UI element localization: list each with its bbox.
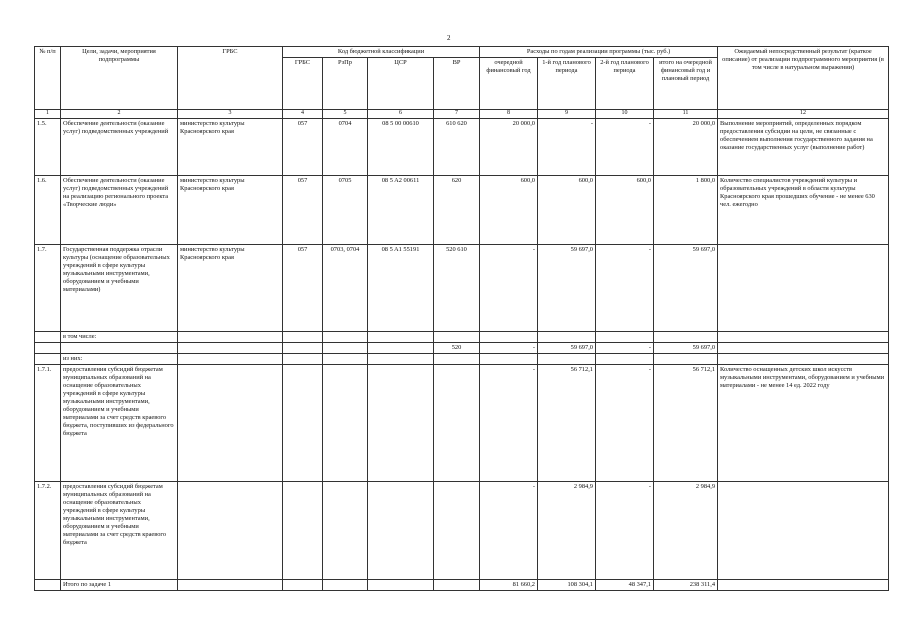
row-year3: -	[596, 118, 654, 175]
row-year1: 600,0	[480, 175, 538, 244]
row-grbs-code: 057	[283, 118, 323, 175]
row-year3: -	[596, 481, 654, 579]
empty-cell	[283, 364, 323, 481]
row-year2: 600,0	[538, 175, 596, 244]
header-grbs-code: ГРБС	[283, 58, 323, 110]
row-name: предоставления субсидий бюджетам муниципальных образований на оснащение образовательных учреждений в сфере культуры музыкальными инструментами, оборудованием и учебными материалами за счет средств краевого бюджета	[61, 481, 178, 579]
row-year3: 48 347,1	[596, 579, 654, 590]
col-num: 6	[368, 110, 434, 119]
table-row	[35, 342, 889, 353]
empty-cell	[434, 481, 480, 579]
row-year1: 81 660,2	[480, 579, 538, 590]
empty-cell	[434, 331, 480, 342]
row-name: Государственная поддержка отрасли культуры (оснащение образовательных учреждений в сфере культуры музыкальными инструментами, оборудованием и учебными материалами)	[61, 244, 178, 331]
row-total: 59 697,0	[654, 342, 718, 353]
header-csr: ЦСР	[368, 58, 434, 110]
col-num: 5	[323, 110, 368, 119]
row-total: 238 311,4	[654, 579, 718, 590]
header-goals: Цели, задачи, мероприятия подпрограммы	[61, 47, 178, 110]
header-year3: 2-й год планового периода	[596, 58, 654, 110]
empty-cell	[35, 579, 61, 590]
header-budget-code: Код бюджетной классификации	[283, 47, 480, 58]
row-name: Обеспечение деятельности (оказание услуг) подведомственных учреждений на реализацию регионального проекта «Творческие люди»	[61, 175, 178, 244]
row-vr: 520	[434, 342, 480, 353]
empty-cell	[654, 331, 718, 342]
row-year1: 20 000,0	[480, 118, 538, 175]
col-num: 9	[538, 110, 596, 119]
row-year2: 108 304,1	[538, 579, 596, 590]
row-name: в том числе:	[61, 331, 178, 342]
row-result: Количество оснащенных детских школ искусств музыкальными инструментами, оборудованием и учебными материалами - не менее 14 ед. 2022 году	[718, 364, 889, 481]
header-result: Ожидаемый непосредственный результат (краткое описание) от реализации подпрограммного мероприятия (в том числе в натуральном выражении)	[718, 47, 889, 110]
row-name: Итого по задаче 1	[61, 579, 178, 590]
row-name: Обеспечение деятельности (оказание услуг) подведомственных учреждений	[61, 118, 178, 175]
empty-cell	[434, 364, 480, 481]
header-grbs: ГРБС	[178, 47, 283, 110]
row-grbs: министерство культуры Красноярского края	[178, 244, 283, 331]
col-num: 7	[434, 110, 480, 119]
empty-cell	[178, 353, 283, 364]
header-no: № п/п	[35, 47, 61, 110]
header-expenses: Расходы по годам реализации программы (тыс. руб.)	[480, 47, 718, 58]
row-year2: 56 712,1	[538, 364, 596, 481]
empty-cell	[178, 481, 283, 579]
row-year3: -	[596, 364, 654, 481]
row-csr: 08 5 00 00610	[368, 118, 434, 175]
empty-cell	[323, 331, 368, 342]
col-num: 10	[596, 110, 654, 119]
row-year2: 59 697,0	[538, 342, 596, 353]
row-grbs: министерство культуры Красноярского края	[178, 175, 283, 244]
row-name: из них:	[61, 353, 178, 364]
page-number: 2	[447, 34, 451, 42]
table-row	[35, 364, 889, 481]
empty-cell	[178, 331, 283, 342]
empty-cell	[538, 331, 596, 342]
row-result	[718, 244, 889, 331]
row-csr: 08 5 A2 00611	[368, 175, 434, 244]
program-expenses-table	[34, 46, 889, 591]
row-year2: 59 697,0	[538, 244, 596, 331]
empty-cell	[718, 353, 889, 364]
col-num: 11	[654, 110, 718, 119]
empty-cell	[178, 364, 283, 481]
empty-cell	[283, 481, 323, 579]
empty-cell	[654, 353, 718, 364]
row-vr: 610 620	[434, 118, 480, 175]
row-year1: -	[480, 364, 538, 481]
empty-cell	[434, 353, 480, 364]
header-total: итого на очередной финансовый год и плановый период	[654, 58, 718, 110]
empty-cell	[323, 579, 368, 590]
row-year1: -	[480, 342, 538, 353]
empty-cell	[368, 331, 434, 342]
table-row	[35, 118, 889, 175]
header-year2: 1-й год планового периода	[538, 58, 596, 110]
table-row	[35, 175, 889, 244]
row-result	[718, 481, 889, 579]
empty-cell	[434, 579, 480, 590]
empty-cell	[283, 579, 323, 590]
empty-cell	[718, 342, 889, 353]
empty-cell	[35, 342, 61, 353]
empty-cell	[368, 579, 434, 590]
empty-cell	[323, 342, 368, 353]
empty-cell	[718, 579, 889, 590]
empty-cell	[35, 353, 61, 364]
row-year3: -	[596, 342, 654, 353]
empty-cell	[323, 364, 368, 481]
row-year3: -	[596, 244, 654, 331]
row-number: 1.5.	[35, 118, 61, 175]
empty-cell	[323, 481, 368, 579]
empty-cell	[283, 342, 323, 353]
empty-cell	[368, 353, 434, 364]
row-result: Количество специалистов учреждений культуры и образовательных учреждений в области культуры Красноярского края прошедших обучение - не менее 630 чел. ежегодно	[718, 175, 889, 244]
empty-cell	[178, 342, 283, 353]
empty-cell	[718, 331, 889, 342]
table-row-total	[35, 579, 889, 590]
row-csr: 08 5 A1 55191	[368, 244, 434, 331]
table-row	[35, 244, 889, 331]
row-total: 56 712,1	[654, 364, 718, 481]
col-num: 1	[35, 110, 61, 119]
empty-cell	[178, 579, 283, 590]
row-year3: 600,0	[596, 175, 654, 244]
col-num: 12	[718, 110, 889, 119]
table-row	[35, 353, 889, 364]
empty-cell	[368, 342, 434, 353]
row-rzpr: 0703, 0704	[323, 244, 368, 331]
col-num: 2	[61, 110, 178, 119]
row-rzpr: 0704	[323, 118, 368, 175]
row-grbs: министерство культуры Красноярского края	[178, 118, 283, 175]
empty-cell	[480, 353, 538, 364]
row-year1: -	[480, 481, 538, 579]
header-rzpr: РзПр	[323, 58, 368, 110]
row-name: предоставления субсидий бюджетам муниципальных образований на оснащение образовательных учреждений в сфере культуры музыкальными инструментами, оборудованием и учебными материалами за счет средств краевого бюджета, поступивших из федерального бюджета	[61, 364, 178, 481]
row-number: 1.7.2.	[35, 481, 61, 579]
col-num: 3	[178, 110, 283, 119]
row-number: 1.7.	[35, 244, 61, 331]
row-total: 20 000,0	[654, 118, 718, 175]
empty-cell	[596, 353, 654, 364]
row-rzpr: 0705	[323, 175, 368, 244]
table-row	[35, 331, 889, 342]
empty-cell	[35, 331, 61, 342]
row-total: 59 697,0	[654, 244, 718, 331]
row-total: 1 800,0	[654, 175, 718, 244]
col-num: 4	[283, 110, 323, 119]
row-year2: 2 984,9	[538, 481, 596, 579]
empty-cell	[323, 353, 368, 364]
column-numbers-row	[35, 110, 889, 119]
empty-cell	[368, 364, 434, 481]
row-total: 2 984,9	[654, 481, 718, 579]
row-year2: -	[538, 118, 596, 175]
table-row	[35, 481, 889, 579]
empty-cell	[283, 331, 323, 342]
row-vr: 620	[434, 175, 480, 244]
row-number: 1.7.1.	[35, 364, 61, 481]
row-number: 1.6.	[35, 175, 61, 244]
empty-cell	[283, 353, 323, 364]
empty-cell	[538, 353, 596, 364]
row-grbs-code: 057	[283, 244, 323, 331]
row-vr: 520 610	[434, 244, 480, 331]
row-grbs-code: 057	[283, 175, 323, 244]
empty-cell	[61, 342, 178, 353]
empty-cell	[480, 331, 538, 342]
col-num: 8	[480, 110, 538, 119]
header-year1: очередной финансовый год	[480, 58, 538, 110]
empty-cell	[596, 331, 654, 342]
row-year1: -	[480, 244, 538, 331]
empty-cell	[368, 481, 434, 579]
header-vr: ВР	[434, 58, 480, 110]
header-row-1	[35, 47, 889, 58]
row-result: Выполнение мероприятий, определенных порядком предоставления субсидии на цели, не связанные с обеспечением выполнения государственного задания на оказание государственных услуг (выполнение работ)	[718, 118, 889, 175]
